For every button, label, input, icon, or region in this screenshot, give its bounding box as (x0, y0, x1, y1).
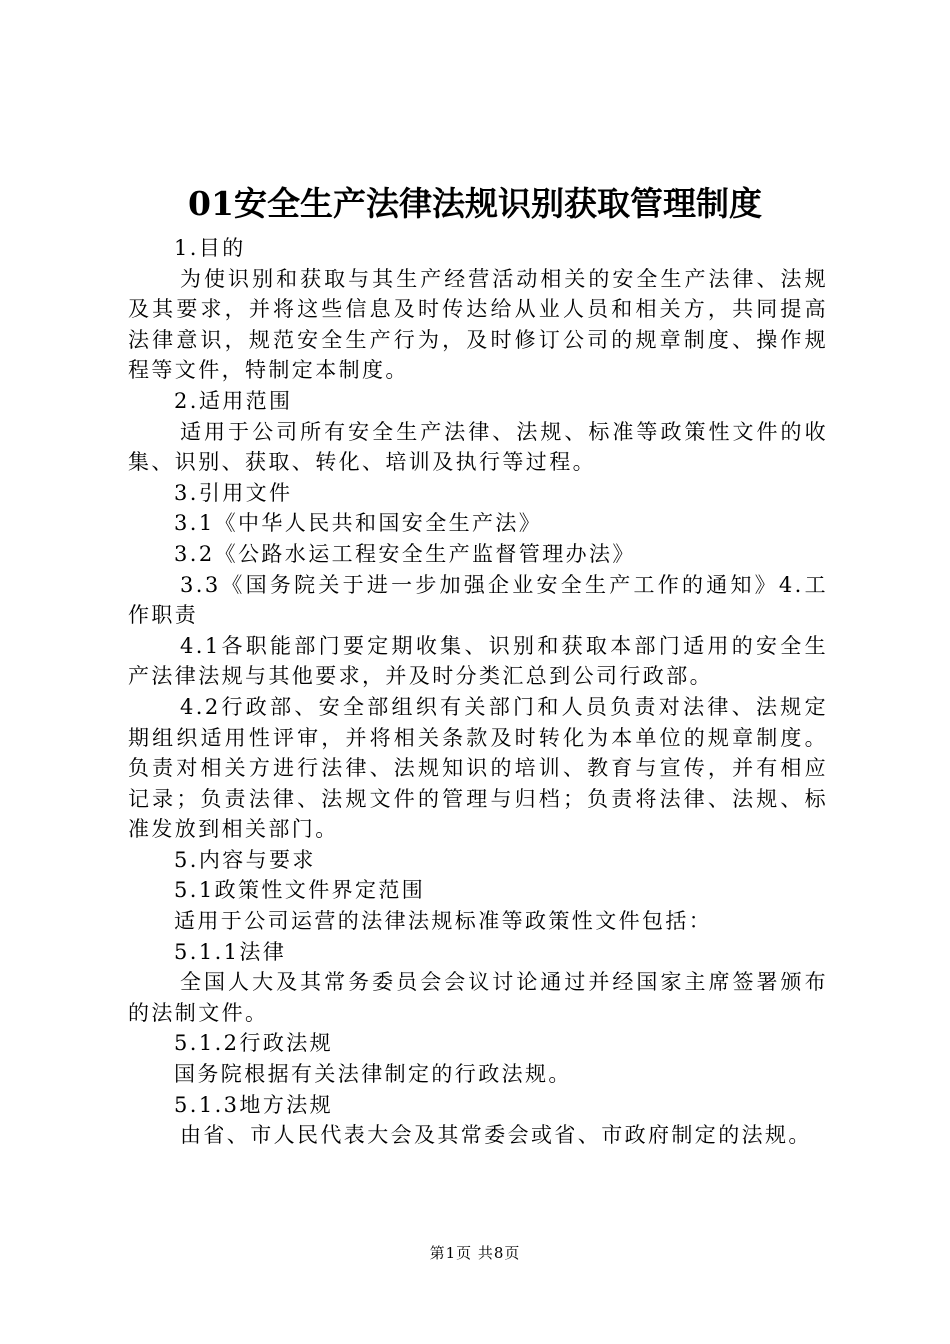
section-heading: 1.目的 (174, 236, 246, 260)
body-paragraph: 全国人大及其常务委员会会议讨论通过并经国家主席签署颁布的法制文件。 (128, 970, 828, 1025)
subsection-heading: 5.1政策性文件界定范围 (174, 878, 426, 903)
reference-item: 3.3《国务院关于进一步加强企业安全生产工作的通知》4.工作职责 (128, 572, 828, 628)
body-paragraph: 4.2行政部、安全部组织有关部门和人员负责对法律、法规定期组织适用性评审，并将相关条款及时转化为本单位的规章制度。负责对相关方进行法律、法规知识的培训、教育与宣传，并有相应记录；负责法律、法规文件的管理与归档；负责将法律、法规、标准发放到相关部门。 (128, 694, 828, 842)
body-paragraph: 适用于公司所有安全生产法律、法规、标准等政策性文件的收集、识别、获取、转化、培训及执行等过程。 (128, 419, 828, 475)
document-title: 01安全生产法律法规识别获取管理制度 (188, 184, 762, 223)
body-paragraph: 适用于公司运营的法律法规标准等政策性文件包括： (174, 909, 713, 934)
section-heading: 2.适用范围 (174, 388, 293, 413)
section-heading: 5.内容与要求 (174, 847, 316, 872)
document-body (128, 233, 828, 1151)
body-paragraph: 为使识别和获取与其生产经营活动相关的安全生产法律、法规及其要求，并将这些信息及时传达给从业人员和相关方，共同提高法律意识，规范安全生产行为，及时修订公司的规章制度、操作规程等文件，特制定本制度。 (128, 266, 828, 383)
body-paragraph: 国务院根据有关法律制定的行政法规。 (174, 1062, 572, 1087)
subsection-heading: 5.1.1法律 (174, 939, 287, 964)
section-heading: 3.引用文件 (174, 480, 293, 505)
body-paragraph: 4.1各职能部门要定期收集、识别和获取本部门适用的安全生产法律法规与其他要求，并及时分类汇总到公司行政部。 (128, 633, 828, 689)
subsection-heading: 5.1.2行政法规 (174, 1031, 334, 1056)
reference-item: 3.1《中华人民共和国安全生产法》 (174, 511, 543, 536)
reference-item: 3.2《公路水运工程安全生产监督管理办法》 (174, 541, 636, 566)
body-paragraph: 由省、市人民代表大会及其常委会或省、市政府制定的法规。 (180, 1123, 812, 1148)
page-footer: 第1页 共8页 (429, 1244, 521, 1262)
subsection-heading: 5.1.3地方法规 (174, 1092, 334, 1117)
